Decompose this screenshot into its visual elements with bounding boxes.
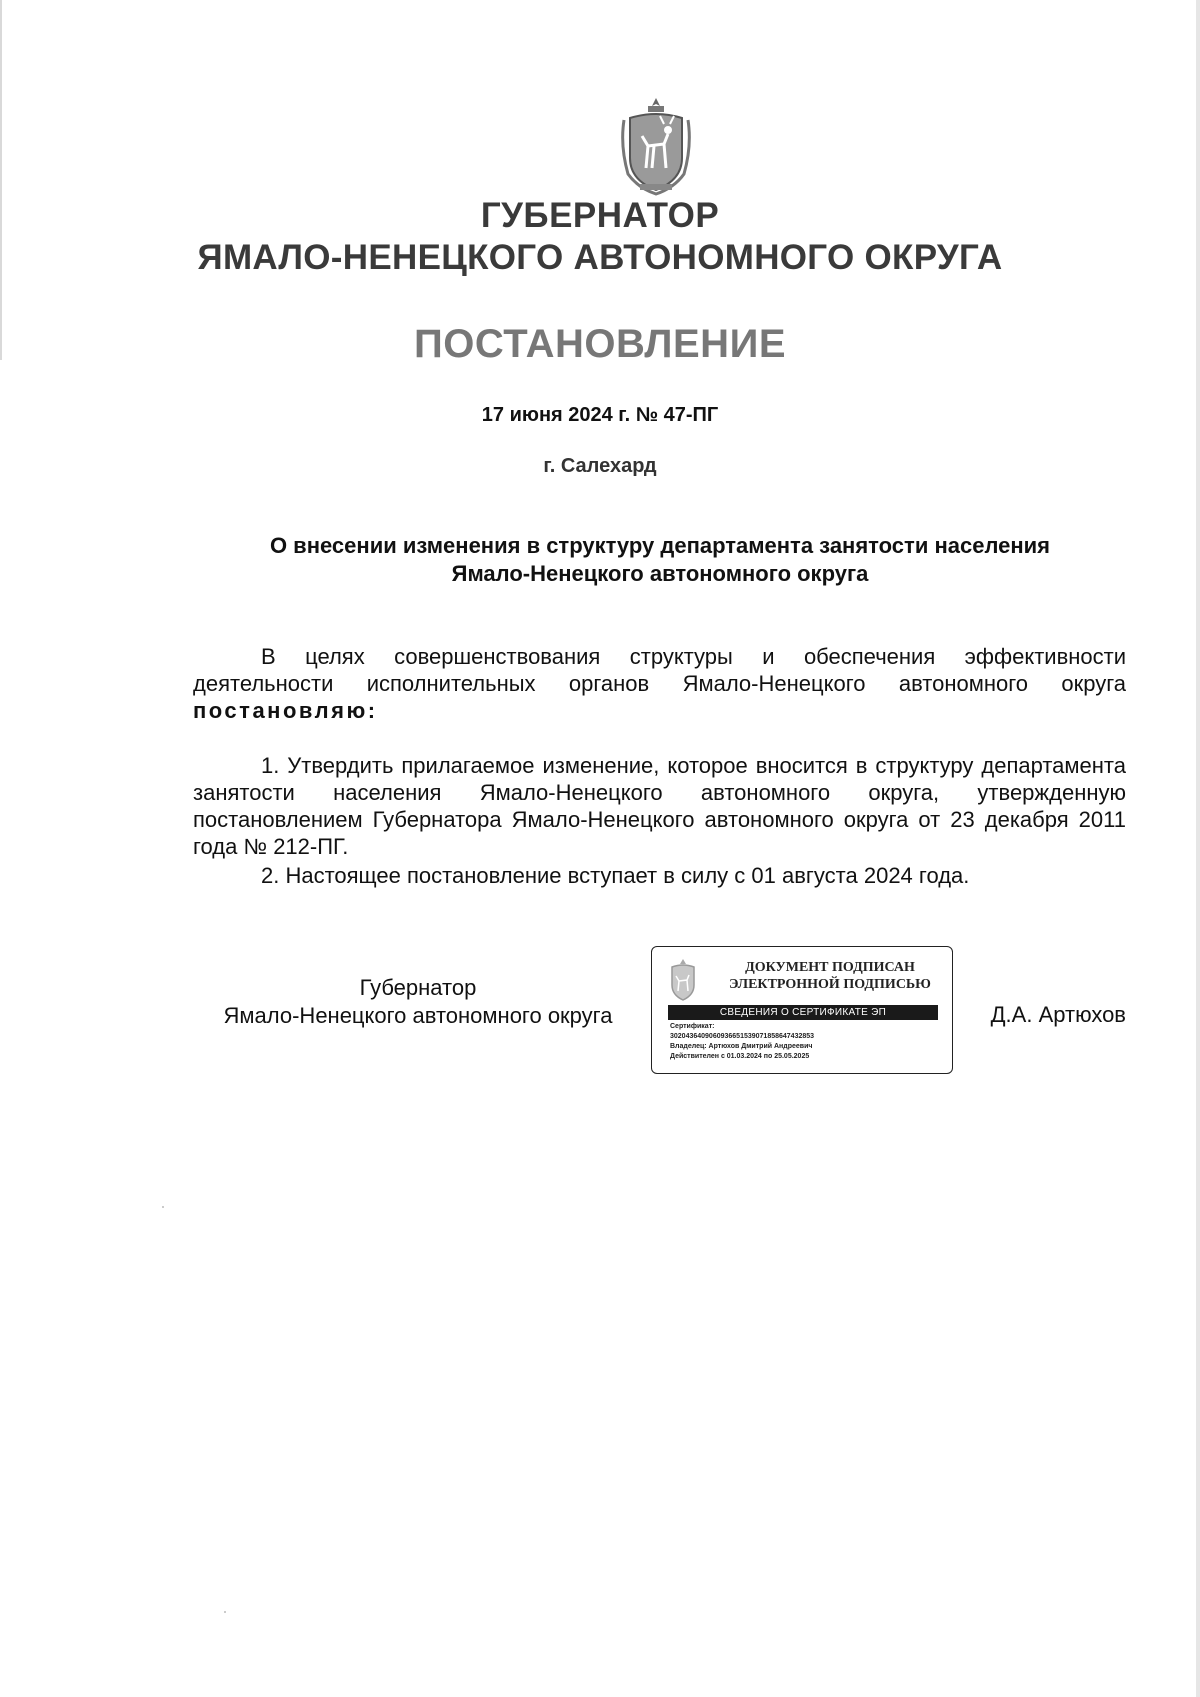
heading-line-2: Ямало-Ненецкого автономного округа: [451, 561, 869, 586]
stamp-title: [718, 959, 942, 993]
item-1-paragraph: 1. Утвердить прилагаемое изменение, которое вносится в структуру департамента занятости населения Ямало-Ненецкого автономного округа, утвержденную постановлением Губернатора Ямало-Ненецкого автономного округа от 23 декабря 2011 года № 212-ПГ.: [193, 753, 1126, 859]
signatory-name: Д.А. Артюхов: [990, 1002, 1126, 1027]
stamp-emblem-icon: [666, 957, 700, 1003]
stamp-validity: Действителен с 01.03.2024 по 25.05.2025: [670, 1053, 810, 1060]
signatory-position: [193, 974, 643, 1030]
resolve-word: постановляю:: [193, 698, 378, 723]
document-type: ПОСТАНОВЛЕНИЕ: [413, 322, 786, 366]
scan-speck: [224, 1611, 226, 1613]
authority-region: ЯМАЛО-НЕНЕЦКОГО АВТОНОМНОГО ОКРУГА: [197, 238, 1003, 277]
heading-line-1: О внесении изменения в структуру департамента занятости населения: [269, 533, 1051, 558]
stamp-title-line-1: ДОКУМЕНТ ПОДПИСАН: [745, 960, 915, 975]
scan-speck: [162, 1206, 164, 1208]
document-date-number: 17 июня 2024 г. № 47-ПГ: [481, 404, 719, 426]
preamble-text: В целях совершенствования структуры и обеспечения эффективности деятельности исполнительных органов Ямало-Ненецкого автономного округа: [193, 644, 1126, 696]
document-city: г. Салехард: [543, 455, 657, 477]
document-heading: [190, 532, 1130, 588]
authority-title: ГУБЕРНАТОР: [480, 196, 720, 235]
item-2-paragraph: 2. Настоящее постановление вступает в силу с 01 августа 2024 года.: [261, 863, 970, 888]
stamp-cert-number: 3020436409060936651539071858647432853: [670, 1033, 815, 1040]
preamble-paragraph: [193, 643, 1126, 724]
signatory-position-line-2: Ямало-Ненецкого автономного округа: [223, 1003, 613, 1028]
scan-edge-left: [0, 0, 2, 360]
stamp-cert-label: Сертификат:: [670, 1023, 715, 1030]
stamp-title-line-2: ЭЛЕКТРОННОЙ ПОДПИСЬЮ: [729, 977, 931, 992]
stamp-certificate-info: [670, 1022, 940, 1062]
coat-of-arms-icon: [618, 96, 694, 196]
stamp-owner: Владелец: Артюхов Дмитрий Андреевич: [670, 1043, 813, 1050]
signatory-position-line-1: Губернатор: [359, 975, 477, 1000]
electronic-signature-stamp: [651, 946, 953, 1074]
stamp-certificate-bar: СВЕДЕНИЯ О СЕРТИФИКАТЕ ЭП: [668, 1005, 938, 1020]
